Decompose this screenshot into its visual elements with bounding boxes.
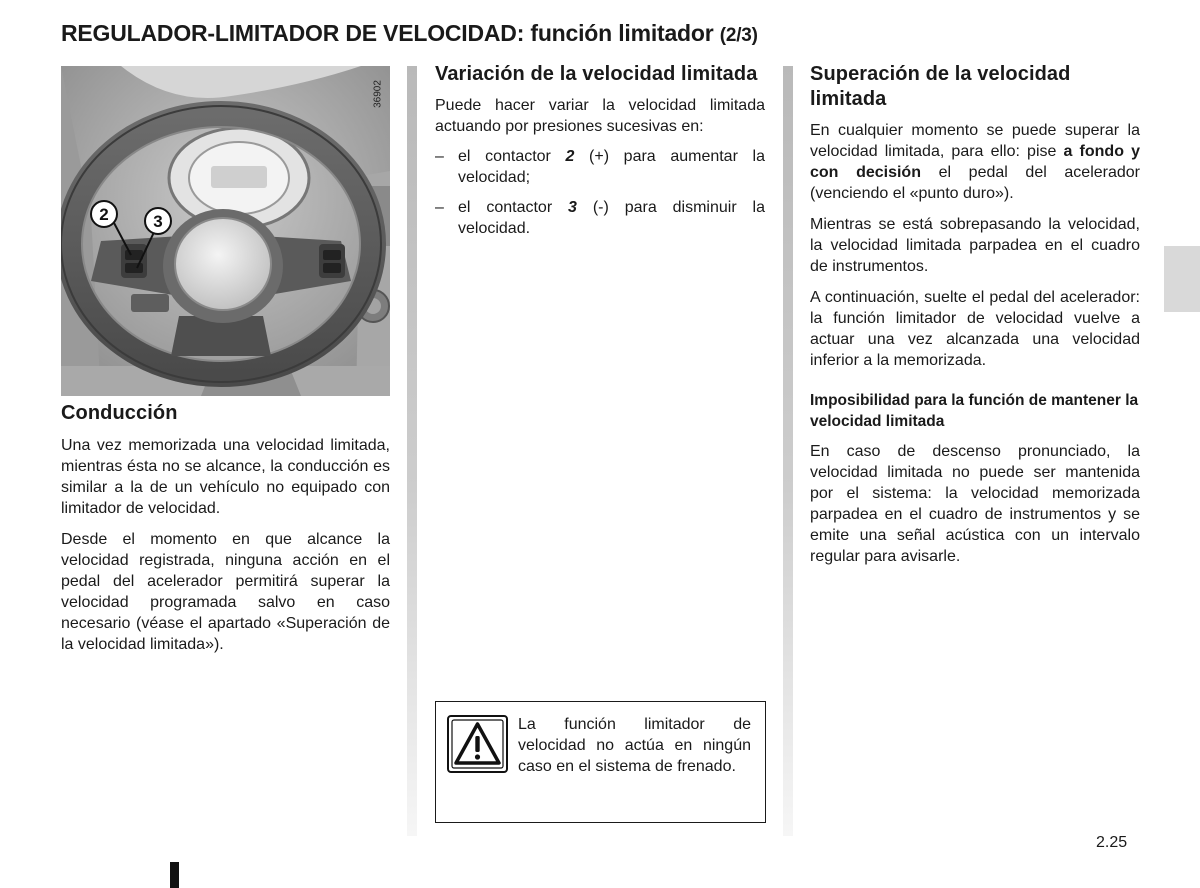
warning-box (435, 701, 766, 823)
contactor-number: 2 (565, 148, 575, 165)
superacion-paragraph: A continuación, suelte el pedal del acelerador: la función limitador de velocidad vuelve a actuar una vez alcanzada una velocidad inferior a la memorizada. (810, 289, 1140, 369)
list-item (435, 146, 765, 188)
page-title (61, 20, 758, 47)
figure-code (370, 74, 386, 114)
page-title-text: REGULADOR-LIMITADOR DE VELOCIDAD: función limitador (61, 20, 714, 46)
warning-triangle-icon (447, 715, 508, 773)
crop-mark (170, 862, 179, 888)
list-item-text: el contactor (458, 148, 551, 165)
superacion-text: En cualquier momento se puede superar la velocidad limitada, para ello: pise (810, 122, 1140, 160)
variacion-list (435, 146, 765, 239)
conduccion-paragraph: Una vez memorizada una velocidad limitada, mientras ésta no se alcance, la conducción es similar a la de un vehículo no equipado con limitador de velocidad. (61, 437, 390, 517)
superacion-heading: Superación de la velocidad limitada (810, 63, 1071, 110)
superacion-paragraph (810, 120, 1140, 204)
figure-callouts (61, 66, 390, 396)
variacion-intro: Puede hacer variar la velocidad limitada actuando por presiones sucesivas en: (435, 97, 765, 135)
warning-text: La función limitador de velocidad no actúa en ningún caso en el sistema de frenado. (518, 716, 751, 775)
column-divider-2 (783, 66, 793, 836)
page-number: 2.25 (1096, 834, 1128, 851)
list-item-text: el contactor (458, 199, 553, 216)
chapter-tab (1164, 246, 1200, 312)
list-item (435, 197, 765, 239)
list-dash: – (435, 199, 444, 216)
contactor-number: 3 (568, 199, 577, 216)
superacion-emphasis: a fondo y con decisión (810, 143, 1140, 181)
section-superacion (810, 62, 1140, 567)
list-item-text: para disminuir la velocidad. (458, 199, 765, 237)
list-item-text: para aumentar la velocidad; (458, 148, 765, 186)
callout-3-label: 3 (153, 212, 163, 231)
page-part-indicator: (2/3) (719, 25, 758, 46)
list-dash: – (435, 148, 444, 165)
section-variacion (435, 62, 765, 239)
superacion-text: el pedal del acelerador (venciendo el «punto duro»). (810, 164, 1140, 202)
figure-code-text: 36902 (372, 80, 384, 108)
superacion-paragraph: Mientras se está sobrepasando la velocidad, la velocidad limitada parpadea en el cuadro de instrumentos. (810, 216, 1140, 275)
imposibilidad-heading: Imposibilidad para la función de mantener la velocidad limitada (810, 392, 1139, 430)
column-divider-1 (407, 66, 417, 836)
contactor-sign: (-) (592, 199, 609, 216)
contactor-sign: (+) (589, 148, 610, 165)
section-conduccion (61, 401, 390, 655)
imposibilidad-paragraph: En caso de descenso pronunciado, la velocidad limitada no puede ser mantenida por el sistema: la velocidad memorizada parpadea en el cuadro de instrumentos y se emite una señal acústica con un intervalo regular para avisarle. (810, 443, 1140, 565)
conduccion-paragraph: Desde el momento en que alcance la velocidad registrada, ninguna acción en el pedal del acelerador permitirá superar la velocidad programada salvo en caso necesario (véase el apartado «Superación de la velocidad limitada»). (61, 531, 390, 653)
variacion-heading: Variación de la velocidad limitada (435, 63, 758, 85)
callout-2-label: 2 (99, 205, 109, 224)
conduccion-heading: Conducción (61, 402, 178, 424)
steering-wheel-illustration (61, 66, 390, 396)
